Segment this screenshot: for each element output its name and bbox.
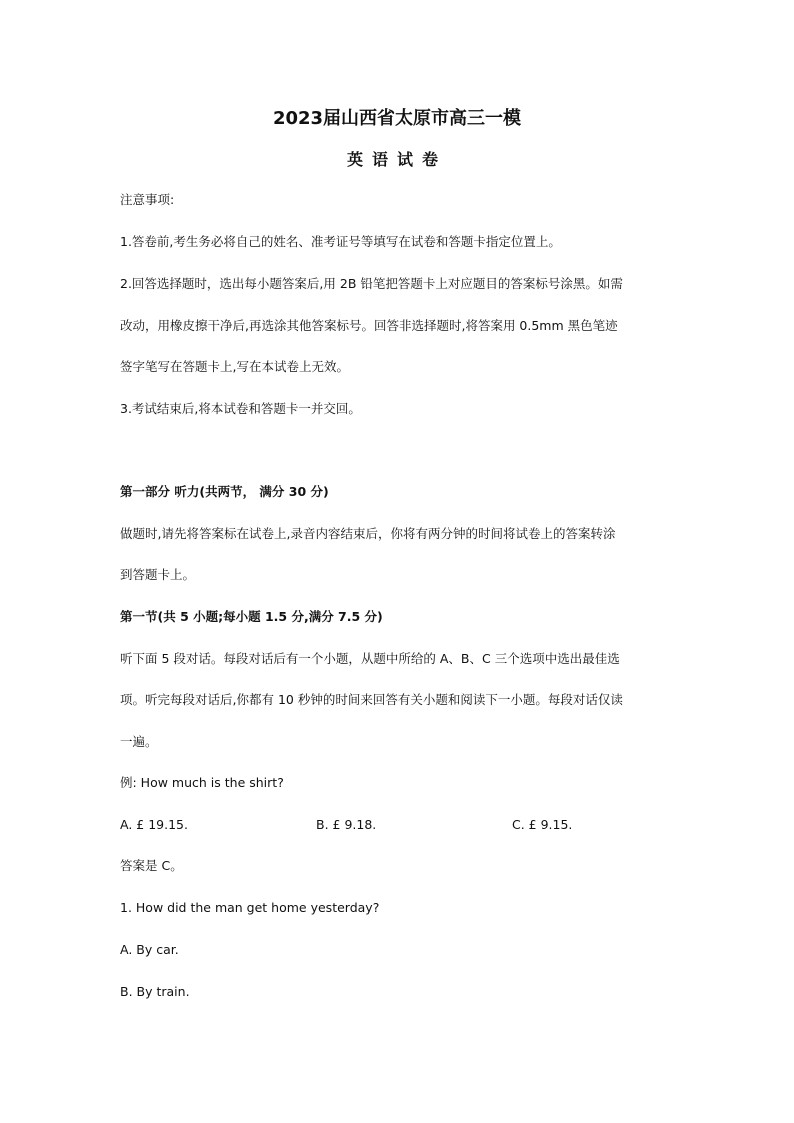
section1-instruction-line-2: 项。听完每段对话后,你都有 10 秒钟的时间来回答有关小题和阅读下一小题。每段对话仅读	[120, 692, 623, 707]
exam-subtitle: 英语试卷	[346, 150, 447, 169]
notice-item-2-line-3: 签字笔写在答题卡上,写在本试卷上无效。	[120, 359, 349, 374]
example-answer: 答案是 C。	[120, 858, 183, 873]
exam-title: 2023届山西省太原市高三一模	[272, 108, 522, 129]
example-option-b: B. £ 9.18.	[316, 817, 377, 832]
section1-heading: 第一节(共 5 小题;每小题 1.5 分,满分 7.5 分)	[120, 609, 383, 624]
section1-instruction-line-1: 听下面 5 段对话。每段对话后有一个小题，从题中所给的 A、B、C 三个选项中选出最佳选	[120, 651, 620, 666]
example-question: 例: How much is the shirt?	[120, 775, 284, 790]
part1-instruction-line-2: 到答题卡上。	[120, 567, 196, 582]
part1-instruction-line-1: 做题时,请先将答案标在试卷上,录音内容结束后，你将有两分钟的时间将试卷上的答案转涂	[120, 526, 616, 541]
notice-item-2-line-2: 改动，用橡皮擦干净后,再选涂其他答案标号。回答非选择题时,将答案用 0.5mm 黑色笔迹	[120, 318, 618, 333]
notice-item-1: 1.答卷前,考生务必将自己的姓名、准考证号等填写在试卷和答题卡指定位置上。	[120, 234, 561, 249]
question-1-text: 1. How did the man get home yesterday?	[120, 900, 380, 915]
example-option-a: A. £ 19.15.	[120, 817, 188, 832]
example-option-c: C. £ 9.15.	[512, 817, 573, 832]
question-1-option-a: A. By car.	[120, 942, 179, 957]
section1-instruction-line-3: 一遍。	[120, 734, 158, 749]
notice-heading: 注意事项:	[120, 192, 175, 207]
question-1-option-b: B. By train.	[120, 984, 190, 999]
notice-item-2-line-1: 2.回答选择题时，选出每小题答案后,用 2B 铅笔把答题卡上对应题目的答案标号涂黑。如需	[120, 276, 623, 291]
part1-heading: 第一部分 听力(共两节， 满分 30 分)	[120, 484, 329, 499]
notice-item-3: 3.考试结束后,将本试卷和答题卡一并交回。	[120, 401, 361, 416]
